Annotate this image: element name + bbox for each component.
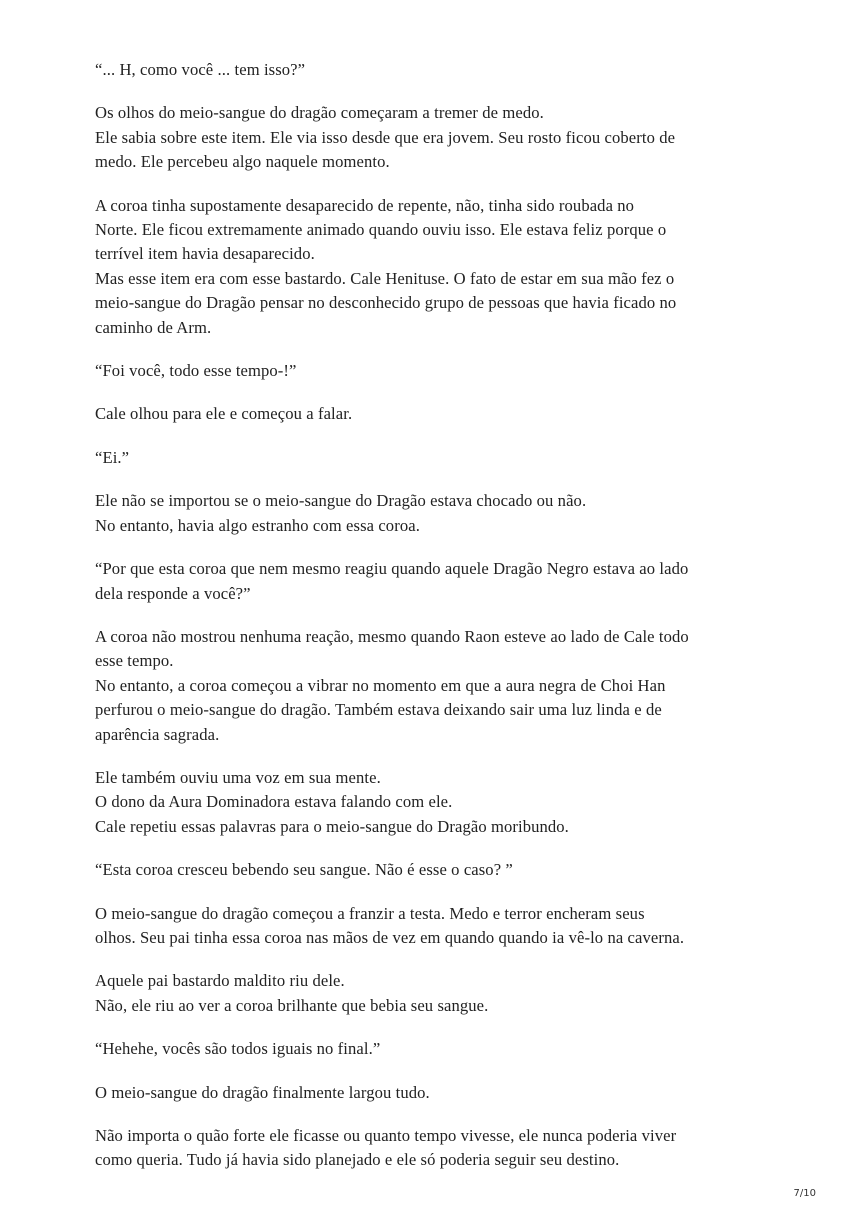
paragraph-13 <box>95 969 795 1018</box>
text-line: “Esta coroa cresceu bebendo seu sangue. Não é esse o caso? ” <box>95 860 513 880</box>
text-line: “... H, como você ... tem isso?” <box>95 60 306 79</box>
paragraph-9 <box>95 625 795 747</box>
text-line: “Hehehe, vocês são todos iguais no final.” <box>95 1039 381 1059</box>
text-line: A coroa tinha supostamente desaparecido de repente, não, tinha sido roubada no <box>95 195 635 215</box>
text-line: No entanto, a coroa começou a vibrar no momento em que a aura negra de Choi Han <box>95 675 666 695</box>
text-line: “Ei.” <box>95 447 130 467</box>
paragraph-15 <box>95 1081 795 1105</box>
text-line: A coroa não mostrou nenhuma reação, mesmo quando Raon esteve ao lado de Cale todo <box>95 626 689 646</box>
paragraph-8 <box>95 557 795 606</box>
text-line: O dono da Aura Dominadora estava falando com ele. <box>95 792 453 812</box>
paragraph-16 <box>95 1124 795 1173</box>
text-line: “Por que esta coroa que nem mesmo reagiu quando aquele Dragão Negro estava ao lado <box>95 559 689 579</box>
text-line: Os olhos do meio-sangue do dragão começaram a tremer de medo. <box>95 103 544 123</box>
text-line: Cale olhou para ele e começou a falar. <box>95 404 353 424</box>
text-line: Ele sabia sobre este item. Ele via isso desde que era jovem. Seu rosto ficou coberto de <box>95 127 676 147</box>
text-line: O meio-sangue do dragão finalmente largou tudo. <box>95 1082 430 1102</box>
text-line: perfurou o meio-sangue do dragão. Também estava deixando sair uma luz linda e de <box>95 700 662 720</box>
paragraph-2 <box>95 101 795 174</box>
paragraph-6 <box>95 446 795 470</box>
text-line: No entanto, havia algo estranho com essa coroa. <box>95 515 420 535</box>
text-line: O meio-sangue do dragão começou a franzir a testa. Medo e terror encheram seus <box>95 903 645 923</box>
document-body <box>95 58 795 1192</box>
text-line: aparência sagrada. <box>95 724 220 744</box>
text-line: olhos. Seu pai tinha essa coroa nas mãos de vez em quando quando ia vê-lo na caverna. <box>95 927 685 947</box>
paragraph-10 <box>95 766 795 839</box>
text-line: Ele não se importou se o meio-sangue do Dragão estava chocado ou não. <box>95 491 587 511</box>
paragraph-14 <box>95 1037 795 1061</box>
text-line: Não, ele riu ao ver a coroa brilhante que bebia seu sangue. <box>95 995 489 1015</box>
text-line: Cale repetiu essas palavras para o meio-sangue do Dragão moribundo. <box>95 816 569 836</box>
text-line: Aquele pai bastardo maldito riu dele. <box>95 971 345 991</box>
text-line: como queria. Tudo já havia sido planejado e ele só poderia seguir seu destino. <box>95 1150 620 1170</box>
paragraph-11 <box>95 858 795 882</box>
paragraph-4 <box>95 359 795 383</box>
paragraph-1 <box>95 58 795 82</box>
text-line: Mas esse item era com esse bastardo. Cale Henituse. O fato de estar em sua mão fez o <box>95 268 675 288</box>
paragraph-5 <box>95 402 795 426</box>
text-line: caminho de Arm. <box>95 317 212 337</box>
text-line: Norte. Ele ficou extremamente animado quando ouviu isso. Ele estava feliz porque o <box>95 220 667 240</box>
page-number: 7/10 <box>793 1188 816 1199</box>
text-line: Não importa o quão forte ele ficasse ou quanto tempo vivesse, ele nunca poderia viver <box>95 1126 677 1145</box>
paragraph-7 <box>95 489 795 538</box>
paragraph-3 <box>95 194 795 340</box>
text-line: dela responde a você?” <box>95 583 251 603</box>
text-line: meio-sangue do Dragão pensar no desconhecido grupo de pessoas que havia ficado no <box>95 293 677 313</box>
text-line: medo. Ele percebeu algo naquele momento. <box>95 152 390 172</box>
text-line: Ele também ouviu uma voz em sua mente. <box>95 767 381 787</box>
paragraph-12 <box>95 902 795 951</box>
text-line: “Foi você, todo esse tempo-!” <box>95 361 297 381</box>
text-line: terrível item havia desaparecido. <box>95 244 315 264</box>
text-line: esse tempo. <box>95 651 174 671</box>
